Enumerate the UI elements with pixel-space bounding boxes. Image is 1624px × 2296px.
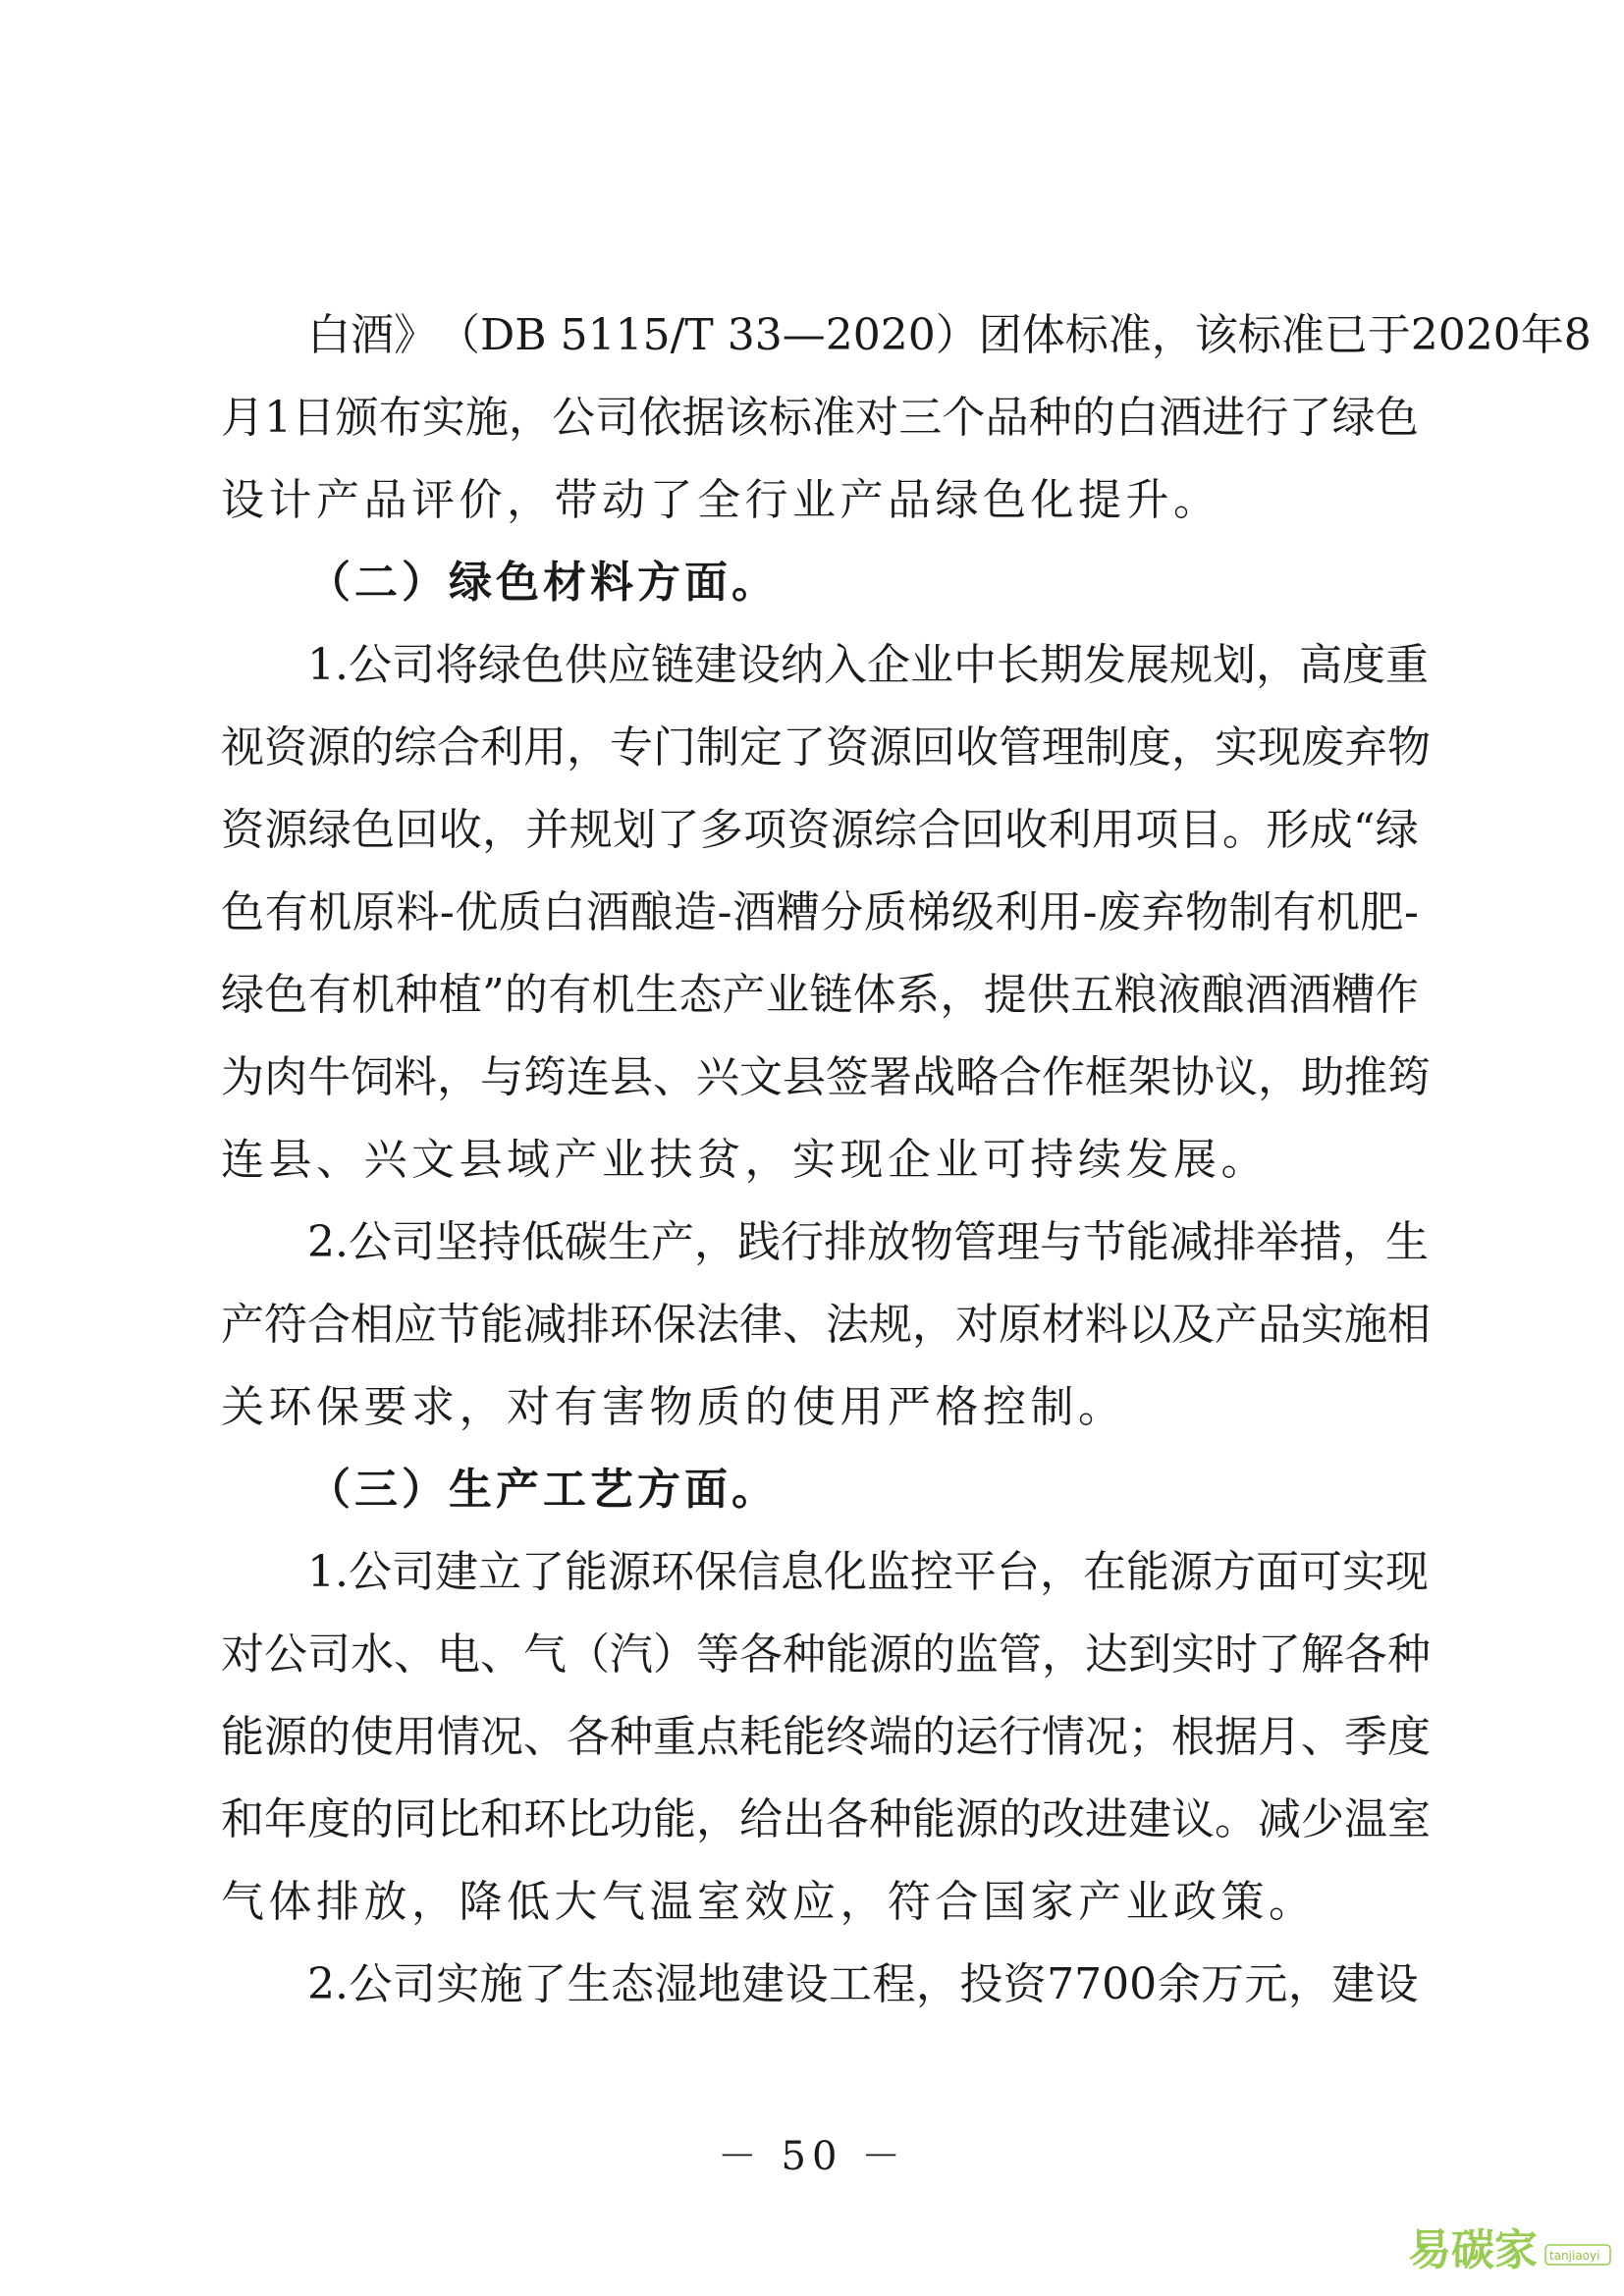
- paragraph-line: 2. 公 司 坚 持 低 碳 生 产 ， 践 行 排 放 物 管 理 与 节 能 减 排 举 措 ， 生: [307, 1217, 1429, 1267]
- watermark-logo: [1408, 2216, 1614, 2284]
- paragraph-line: 1. 公 司 建 立 了 能 源 环 保 信 息 化 监 控 平 台 ， 在 能 源 方 面 可 实 现: [307, 1547, 1429, 1597]
- paragraph-line: 产 符 合 相 应 节 能 减 排 环 保 法 律 、 法 规 ， 对 原 材 料 以 及 产 品 实 施 相: [221, 1300, 1431, 1350]
- paragraph-line: 为 肉 牛 饲 料 ， 与 筠 连 县 、 兴 文 县 签 署 战 略 合 作 框 架 协 议 ， 助 推 筠: [221, 1052, 1431, 1102]
- watermark-logo-graphic: [1408, 2216, 1614, 2284]
- paragraph-line: 能 源 的 使 用 情 况 、 各 种 重 点 耗 能 终 端 的 运 行 情 况 ； 根 据 月 、 季 度: [221, 1712, 1431, 1762]
- watermark-text: 易碳家: [1408, 2225, 1538, 2275]
- paragraph-line: 视 资 源 的 综 合 利 用 ， 专 门 制 定 了 资 源 回 收 管 理 制 度 ， 实 现 废 弃 物: [221, 722, 1431, 773]
- paragraph-line: 和 年 度 的 同 比 和 环 比 功 能 ， 给 出 各 种 能 源 的 改 进 建 议 。 减 少 温 室: [221, 1794, 1431, 1844]
- page-number: － 50 －: [717, 2134, 907, 2179]
- section-heading: （二）绿色材料方面。: [307, 558, 779, 608]
- paragraph-line: 色 有 机 原 料 - 优 质 白 酒 酿 造 - 酒 糟 分 质 梯 级 利 用 - 废 弃 物 制 有 机 肥 -: [221, 887, 1419, 937]
- paragraph-line: 月 1 日 颁 布 实 施 ， 公 司 依 据 该 标 准 对 三 个 品 种 的 白 酒 进 行 了 绿 色: [221, 393, 1419, 443]
- paragraph-line: 对 公 司 水 、 电 、 气 （ 汽 ） 等 各 种 能 源 的 监 管 ， 达 到 实 时 了 解 各 种: [221, 1629, 1431, 1680]
- paragraph-line: 气体排放，降低大气温室效应，符合国家产业政策。: [221, 1877, 1317, 1927]
- paragraph-line: 设计产品评价，带动了全行业产品绿色化提升。: [221, 475, 1221, 525]
- paragraph-line: 资 源 绿 色 回 收 ， 并 规 划 了 多 项 资 源 综 合 回 收 利 用 项 目 。 形 成 “ 绿: [221, 805, 1419, 855]
- paragraph-line: 关环保要求，对有害物质的使用严格控制。: [221, 1382, 1126, 1432]
- paragraph-line: 连县、兴文县域产业扶贫，实现企业可持续发展。: [221, 1135, 1269, 1185]
- paragraph-line: 1. 公 司 将 绿 色 供 应 链 建 设 纳 入 企 业 中 长 期 发 展 规 划 ， 高 度 重: [307, 640, 1429, 690]
- paragraph-line: 绿 色 有 机 种 植 ” 的 有 机 生 态 产 业 链 体 系 ， 提 供 五 粮 液 酿 酒 酒 糟 作: [221, 970, 1419, 1020]
- section-heading: （三）生产工艺方面。: [307, 1465, 779, 1515]
- watermark-subtext: tanjiaoyi: [1549, 2249, 1600, 2263]
- document-body: [221, 294, 1592, 2026]
- paragraph-line: 2. 公 司 实 施 了 生 态 湿 地 建 设 工 程 ， 投 资 7700 余 万 元 ， 建 设: [307, 1959, 1419, 2009]
- paragraph-line: 白 酒 》 （ DB 5115/T 33—2020 ） 团 体 标 准 ， 该 标 准 已 于 2020 年 8: [307, 310, 1592, 360]
